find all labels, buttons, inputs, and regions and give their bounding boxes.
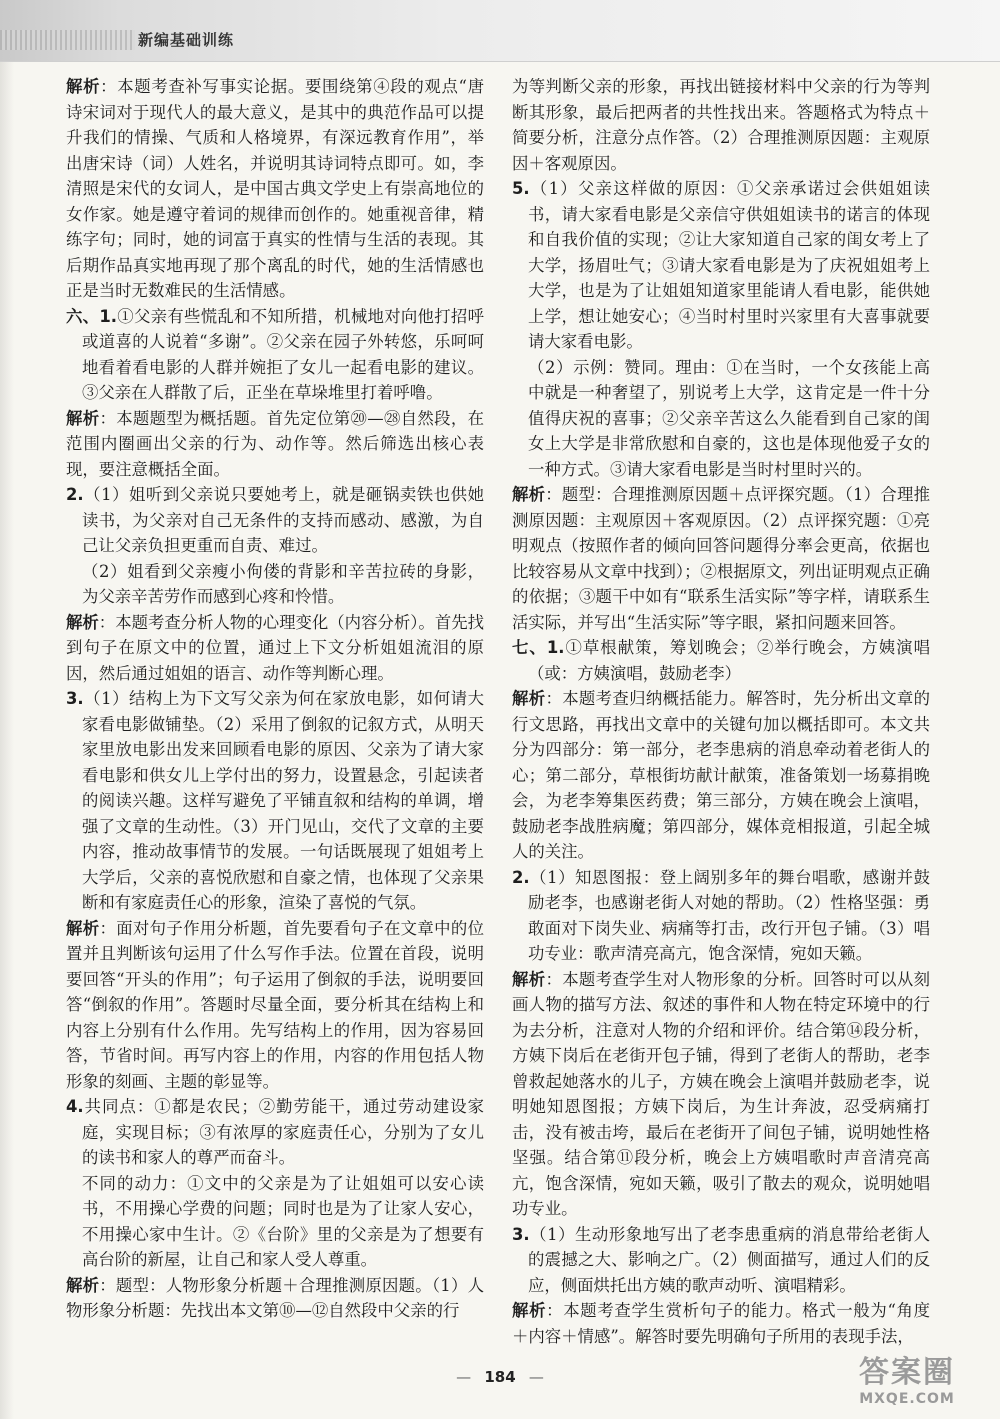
analysis-label: 解析: [66, 408, 100, 428]
answer-text: （1）知恩图报：登上阔别多年的舞台唱歌，感谢并鼓励老李，也感谢老街人对她的帮助。（2）性格坚强：勇敢面对下岗失业、病痛等打击，改行开包子铺。（3）唱功专业：歌声清亮高亢，饱含深情，宛如天籁。: [528, 867, 930, 963]
answer-number: 七、1.: [512, 638, 565, 657]
footer-dash-right: —: [528, 1368, 544, 1386]
answer-item: [512, 635, 930, 686]
answer-number: 六、1.: [66, 306, 117, 326]
analysis-paragraph: [512, 482, 930, 635]
answer-text: （1）姐听到父亲说只要她考上，就是砸锅卖铁也供她读书，为父亲对自己无条件的支持而感动、感激，为自己让父亲负担更重而自责、难过。: [82, 485, 484, 555]
answer-number: 5.: [512, 179, 530, 198]
analysis-text: ：题型：合理推测原因题＋点评探究题。（1）合理推测原因题：主观原因＋客观原因。（2）点评探究题：①亮明观点（按照作者的倾向回答问题得分率会更高，依据也比较容易从文章中找到）；②根据原文，列出证明观点正确的依据；③题干中如有“联系生活实际”等字样，请联系生活实际，并写出“生活实际”等字眼，紧扣问题来回答。: [512, 485, 930, 632]
analysis-paragraph: [66, 1273, 484, 1324]
analysis-label: 解析: [512, 1301, 547, 1320]
page-header: [0, 0, 1000, 62]
answer-text: （1）结构上为下文写父亲为何在家放电影，如何请大家看电影做铺垫。（2）采用了倒叙的记叙方式，从明天家里放电影出发来回顾看电影的原因、父亲为了请大家看电影和供女儿上学付出的努力，设置悬念，引起读者的阅读兴趣。这样写避免了平铺直叙和结构的单调，增强了文章的生动性。（3）开门见山，交代了文章的主要内容，推动故事情节的发展。一句话既展现了姐姐考上大学后，父亲的喜悦欣慰和自豪之情，也体现了父亲果断和有家庭责任心的形象，渲染了喜悦的气氛。: [82, 689, 484, 912]
watermark-logo: [832, 1355, 982, 1411]
answer-item: [66, 304, 484, 406]
answer-number: 4.: [66, 1097, 84, 1116]
answer-item: [512, 1222, 930, 1299]
series-title: 新编基础训练: [138, 31, 235, 49]
analysis-text: ：题型：人物形象分析题＋合理推测原因题。（1）人物形象分析题：先找出本文第⑩—⑫自然段中父亲的行: [66, 1275, 484, 1320]
header-decoration: [0, 30, 135, 50]
answer-number: 3.: [512, 1224, 530, 1244]
answer-item: [66, 1094, 484, 1171]
analysis-paragraph: [512, 686, 930, 865]
analysis-paragraph: [66, 74, 484, 304]
analysis-text: ：本题题型为概括题。首先定位第⑳—㉘自然段，在范围内圈画出父亲的行为、动作等。然后筛选出核心表现，要注意概括全面。: [66, 408, 484, 479]
answer-subparagraph: （2）示例：赞同。理由：①在当时，一个女孩能上高中就是一种奢望了，别说考上大学，这肯定是一件十分值得庆祝的喜事；②父亲辛苦这么久能看到自己家的闺女上大学是非常欣慰和自豪的，这也是体现他爱子女的一种方式。③请大家看电影是当时村里时兴的。: [528, 357, 930, 479]
analysis-label: 解析: [66, 918, 100, 938]
answer-subparagraph: 不同的动力：①文中的父亲是为了让姐姐可以安心读书，不用操心学费的问题；同时也是为了让家人安心，不用操心家中生计。②《台阶》里的父亲是为了想要有高台阶的新屋，让自己和家人受人尊重。: [82, 1173, 484, 1269]
analysis-label: 解析: [66, 1275, 100, 1295]
analysis-text: ：本题考查归纳概括能力。解答时，先分析出文章的行文思路，再找出文章中的关键句加以概括即可。本文共分为四部分：第一部分，老李患病的消息牵动着老街人的心；第二部分，草根街坊献计献策，准备策划一场募捐晚会，为老李筹集医药费；第三部分，方姨在晚会上演唱，鼓励老李战胜病魔；第四部分，媒体竞相报道，引起全城人的关注。: [512, 689, 930, 861]
scan-edge-shadow: [0, 60, 14, 1419]
left-column: [66, 74, 484, 1324]
answer-item: [512, 865, 930, 967]
analysis-label: 解析: [66, 77, 101, 96]
analysis-paragraph: [512, 967, 930, 1222]
continued-paragraph: 为等判断父亲的形象，再找出链接材料中父亲的行为等判断其形象，最后把两者的共性找出来。答题格式为特点＋简要分析，注意分点作答。（2）合理推测原因题：主观原因＋客观原因。: [512, 77, 930, 173]
answer-text: ①父亲有些慌乱和不知所措，机械地对向他打招呼或道喜的人说着“多谢”。②父亲在园子外转悠，乐呵呵地看着看电影的人群并婉拒了女儿一起看电影的建议。③父亲在人群散了后，正坐在草垛堆里打着呼噜。: [82, 306, 484, 402]
analysis-label: 解析: [512, 689, 546, 708]
analysis-text: ：本题考查学生对人物形象的分析。回答时可以从刻画人物的描写方法、叙述的事件和人物在特定环境中的行为去分析，注意对人物的介绍和评价。结合第⑭段分析，方姨下岗后在老街开包子铺，得到了老街人的帮助，老李曾救起她落水的儿子，方姨在晚会上演唱并鼓励老李，说明她知恩图报；方姨下岗后，为生计奔波，忍受病痛打击，没有被击垮，最后在老街开了间包子铺，说明她性格坚强。结合第⑪段分析，晚会上方姨唱歌时声音清亮高亢，饱含深情，宛如天籁，吸引了散去的观众，说明她唱功专业。: [512, 969, 930, 1218]
answer-item: [66, 482, 484, 559]
right-column: [512, 74, 930, 1349]
analysis-paragraph: [66, 916, 484, 1095]
analysis-text: ：本题考查学生赏析句子的能力。格式一般为“角度＋内容＋情感”。解答时要先明确句子所用的表现手法，: [512, 1301, 930, 1346]
analysis-text: ：本题考查补写事实论据。要围绕第④段的观点“唐诗宋词对于现代人的最大意义，是其中的典范作品可以提升我们的情操、气质和人格境界，有深远教育作用”，举出唐宋诗（词）人姓名，并说明其诗词特点即可。如，李清照是宋代的女词人，是中国古典文学史上有崇高地位的女作家。她是遵守着词的规律而创作的。她重视音律，精练字句；同时，她的词富于真实的性情与生活的表现。其后期作品真实地再现了那个离乱的时代，她的生活情感也正是当时无数难民的生活情感。: [66, 77, 484, 300]
analysis-paragraph: [66, 406, 484, 483]
answer-number: 2.: [512, 867, 530, 887]
answer-text: ①草根献策，筹划晚会；②举行晚会，方姨演唱（或：方姨演唱，鼓励老李）: [528, 638, 930, 683]
answer-number: 2.: [66, 485, 84, 504]
answer-text: （1）生动形象地写出了老李患重病的消息带给老街人的震撼之大、影响之广。（2）侧面描写，通过人们的反应，侧面烘托出方姨的歌声动听、演唱精彩。: [528, 1224, 930, 1295]
analysis-text: ：面对句子作用分析题，首先要看句子在文章中的位置并且判断该句运用了什么写作手法。位置在首段，说明要回答“开头的作用”；句子运用了倒叙的手法，说明要回答“倒叙的作用”。答题时尽量全面，要分析其在结构上和内容上分别有什么作用。先写结构上的作用，因为容易回答，节省时间。再写内容上的作用，内容的作用包括人物形象的刻画、主题的彰显等。: [66, 918, 484, 1091]
answer-subparagraph: （2）姐看到父亲瘦小佝偻的背影和辛苦拉砖的身影，为父亲辛苦劳作而感到心疼和怜惜。: [82, 561, 484, 606]
answer-text: 共同点：①都是农民；②勤劳能干，通过劳动建设家庭，实现目标；③有浓厚的家庭责任心，分别为了女儿的读书和家人的尊严而奋斗。: [82, 1097, 484, 1167]
answer-number: 3.: [66, 689, 84, 708]
answer-text: （1）父亲这样做的原因：①父亲承诺过会供姐姐读书，请大家看电影是父亲信守供姐姐读书的诺言的体现和自我价值的实现；②让大家知道自己家的闺女考上了大学，扬眉吐气；③请大家看电影是为了庆祝姐姐考上大学，也是为了让姐姐知道家里能请人看电影，能供她上学，想让她安心；④当时村里时兴家里有大喜事就要请大家看电影。: [528, 179, 930, 351]
analysis-label: 解析: [512, 969, 546, 989]
analysis-paragraph: [66, 610, 484, 687]
analysis-paragraph: [512, 1298, 930, 1349]
watermark-url: MXQE.COM: [859, 1391, 955, 1407]
answer-item: [512, 176, 930, 355]
analysis-label: 解析: [66, 612, 99, 632]
footer-dash-left: —: [456, 1368, 472, 1386]
analysis-text: ：本题考查分析人物的心理变化（内容分析）。首先找到句子在原文中的位置，通过上下文分析姐姐流泪的原因，然后通过姐姐的语言、动作等判断心理。: [66, 612, 484, 683]
watermark-text: 答案圈: [859, 1355, 955, 1390]
answer-item: [66, 686, 484, 916]
page-number: 184: [484, 1368, 516, 1386]
analysis-label: 解析: [512, 485, 546, 504]
